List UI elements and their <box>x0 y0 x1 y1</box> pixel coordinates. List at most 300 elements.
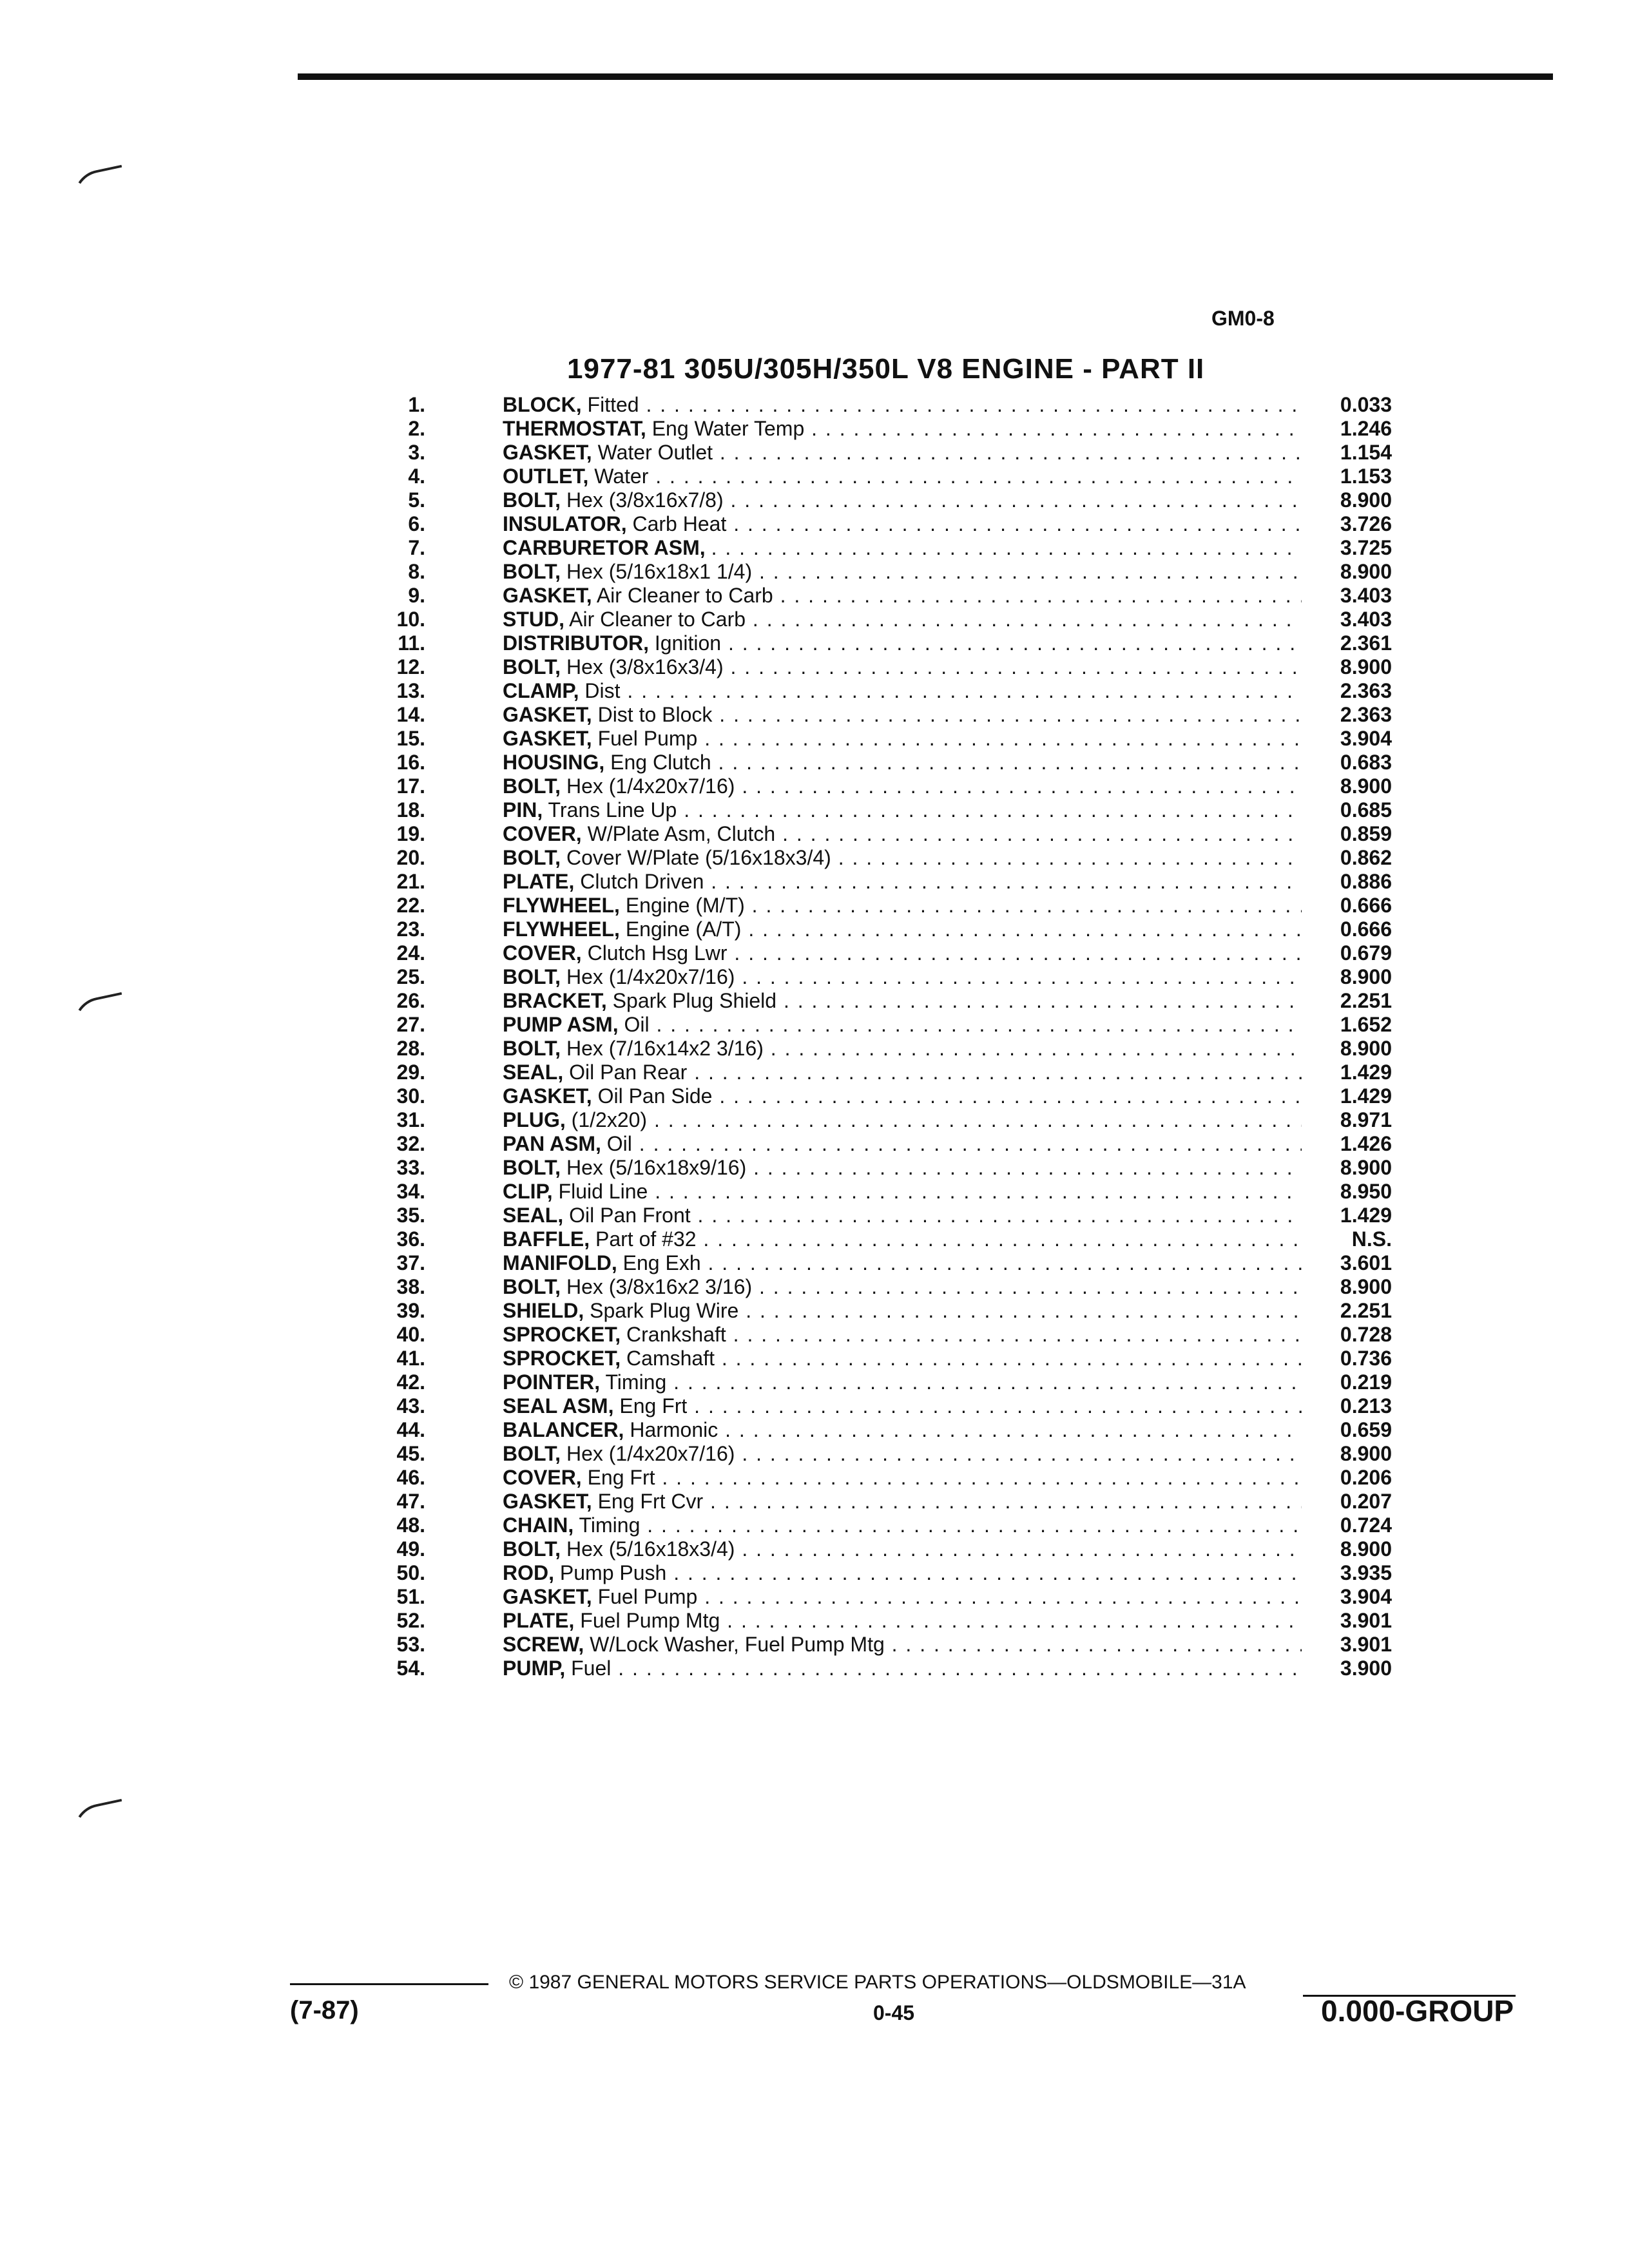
item-number: 10. <box>396 608 425 631</box>
item-description <box>503 1227 1302 1251</box>
group-code: 3.901 <box>1340 1633 1392 1656</box>
group-code: 8.900 <box>1340 965 1392 988</box>
list-item <box>374 1394 1405 1418</box>
part-name: INSULATOR, <box>503 512 627 535</box>
binder-hole-mark <box>68 992 127 1032</box>
group-code: 0.862 <box>1340 846 1392 869</box>
item-description <box>503 1037 1302 1061</box>
item-description <box>503 1299 1302 1323</box>
list-item <box>374 1633 1405 1657</box>
item-description <box>503 751 1302 774</box>
group-code: 1.429 <box>1340 1204 1392 1227</box>
list-item <box>374 918 1405 941</box>
parts-list <box>374 393 1405 1680</box>
part-name: SCREW, <box>503 1633 584 1656</box>
part-detail: Oil <box>606 1132 632 1155</box>
item-description <box>503 894 1302 918</box>
group-code: 1.426 <box>1340 1132 1392 1155</box>
group-code: 8.900 <box>1340 1275 1392 1298</box>
list-item <box>374 822 1405 846</box>
item-description <box>503 1323 1302 1347</box>
part-name: PUMP ASM, <box>503 1013 619 1036</box>
list-item <box>374 1037 1405 1061</box>
group-code: 2.363 <box>1340 679 1392 702</box>
item-number: 43. <box>396 1394 425 1418</box>
item-number: 29. <box>396 1061 425 1084</box>
item-number: 1. <box>408 393 425 416</box>
item-description <box>503 584 1302 608</box>
binder-hole-mark <box>68 1799 127 1838</box>
list-item <box>374 1466 1405 1490</box>
list-item <box>374 1323 1405 1347</box>
item-description <box>503 1561 1302 1585</box>
part-name: BOLT, <box>503 1537 561 1561</box>
list-item <box>374 1156 1405 1180</box>
part-detail: Hex (3/8x16x7/8) <box>566 488 724 512</box>
part-name: GASKET, <box>503 1585 592 1608</box>
part-detail: Engine (A/T) <box>625 918 742 941</box>
item-description <box>503 1061 1302 1084</box>
list-item <box>374 1561 1405 1585</box>
part-detail: Eng Exh <box>622 1251 701 1274</box>
part-detail: Hex (5/16x18x1 1/4) <box>566 560 753 583</box>
group-code: 2.251 <box>1340 1299 1392 1322</box>
group-code: 3.725 <box>1340 536 1392 559</box>
group-code: 2.363 <box>1340 703 1392 726</box>
group-code: 3.403 <box>1340 584 1392 607</box>
item-number: 30. <box>396 1084 425 1108</box>
part-name: BOLT, <box>503 1156 561 1179</box>
item-number: 35. <box>396 1204 425 1227</box>
list-item <box>374 894 1405 918</box>
page-number: 0-45 <box>873 2001 915 2024</box>
list-item <box>374 1013 1405 1037</box>
part-detail: Timing <box>605 1370 667 1394</box>
list-item <box>374 1084 1405 1108</box>
list-item <box>374 1418 1405 1442</box>
group-code: 0.219 <box>1340 1370 1392 1394</box>
group-code: 0.679 <box>1340 941 1392 965</box>
list-item <box>374 655 1405 679</box>
part-name: BOLT, <box>503 846 561 869</box>
item-description <box>503 1514 1302 1537</box>
item-number: 26. <box>396 989 425 1012</box>
item-description <box>503 1394 1302 1418</box>
list-item <box>374 965 1405 989</box>
item-number: 33. <box>396 1156 425 1179</box>
item-number: 51. <box>396 1585 425 1608</box>
part-name: PLUG, <box>503 1108 566 1131</box>
group-code: N.S. <box>1351 1227 1392 1251</box>
part-name: MANIFOLD, <box>503 1251 617 1274</box>
item-description <box>503 1013 1302 1037</box>
part-name: PAN ASM, <box>503 1132 601 1155</box>
part-name: PLATE, <box>503 1609 575 1632</box>
list-item <box>374 1227 1405 1251</box>
item-description <box>503 1156 1302 1180</box>
part-name: SPROCKET, <box>503 1323 621 1346</box>
item-description <box>503 1132 1302 1156</box>
group-code: 8.900 <box>1340 1537 1392 1561</box>
item-description <box>503 822 1302 846</box>
group-code: 0.859 <box>1340 822 1392 845</box>
page-code: GM0-8 <box>1211 307 1275 330</box>
group-code: 0.666 <box>1340 894 1392 917</box>
part-name: OUTLET, <box>503 465 589 488</box>
top-rule <box>298 73 1553 80</box>
item-number: 5. <box>408 488 425 512</box>
part-detail: Oil Pan Front <box>569 1204 691 1227</box>
item-number: 41. <box>396 1347 425 1370</box>
binder-hole-mark <box>68 165 127 204</box>
group-label: 0.000-GROUP <box>1321 1994 1514 2028</box>
item-description <box>503 798 1302 822</box>
group-code: 0.659 <box>1340 1418 1392 1441</box>
group-code: 0.666 <box>1340 918 1392 941</box>
part-detail: Eng Clutch <box>610 751 711 774</box>
item-description <box>503 465 1302 488</box>
item-number: 50. <box>396 1561 425 1584</box>
item-description <box>503 536 1302 560</box>
part-name: SEAL, <box>503 1204 564 1227</box>
list-item <box>374 870 1405 894</box>
list-item <box>374 751 1405 774</box>
part-name: GASKET, <box>503 441 592 464</box>
item-description <box>503 1490 1302 1514</box>
item-description <box>503 417 1302 441</box>
part-name: BOLT, <box>503 488 561 512</box>
item-number: 47. <box>396 1490 425 1513</box>
item-number: 13. <box>396 679 425 702</box>
part-detail: Trans Line Up <box>548 798 677 822</box>
part-name: PUMP, <box>503 1657 566 1680</box>
group-code: 0.724 <box>1340 1514 1392 1537</box>
item-number: 16. <box>396 751 425 774</box>
item-description <box>503 1347 1302 1370</box>
item-description <box>503 1633 1302 1657</box>
item-number: 14. <box>396 703 425 726</box>
group-code: 3.935 <box>1340 1561 1392 1584</box>
list-item <box>374 798 1405 822</box>
item-description <box>503 870 1302 894</box>
list-item <box>374 1657 1405 1680</box>
list-item <box>374 1108 1405 1132</box>
item-number: 54. <box>396 1657 425 1680</box>
revision-date: (7-87) <box>290 1996 359 2024</box>
item-description <box>503 631 1302 655</box>
item-number: 12. <box>396 655 425 678</box>
item-number: 20. <box>396 846 425 869</box>
item-number: 9. <box>408 584 425 607</box>
list-item <box>374 465 1405 488</box>
group-code: 0.886 <box>1340 870 1392 893</box>
group-code: 1.153 <box>1340 465 1392 488</box>
list-item <box>374 1180 1405 1204</box>
group-code: 8.900 <box>1340 1037 1392 1060</box>
item-number: 19. <box>396 822 425 845</box>
item-number: 17. <box>396 774 425 798</box>
item-description <box>503 1442 1302 1466</box>
list-item <box>374 631 1405 655</box>
part-name: COVER, <box>503 941 582 965</box>
group-code: 8.900 <box>1340 560 1392 583</box>
group-code: 0.033 <box>1340 393 1392 416</box>
list-item <box>374 1204 1405 1227</box>
item-number: 18. <box>396 798 425 822</box>
part-detail: Carb Heat <box>632 512 727 535</box>
item-description <box>503 1108 1302 1132</box>
part-name: BALANCER, <box>503 1418 624 1441</box>
part-detail: Oil <box>624 1013 650 1036</box>
part-name: GASKET, <box>503 727 592 750</box>
list-item <box>374 703 1405 727</box>
list-item <box>374 679 1405 703</box>
list-item <box>374 1299 1405 1323</box>
item-number: 34. <box>396 1180 425 1203</box>
list-item <box>374 536 1405 560</box>
item-description <box>503 774 1302 798</box>
item-number: 15. <box>396 727 425 750</box>
list-item <box>374 1537 1405 1561</box>
item-description <box>503 1466 1302 1490</box>
part-detail: Hex (3/8x16x2 3/16) <box>566 1275 753 1298</box>
list-item <box>374 846 1405 870</box>
group-code: 8.900 <box>1340 1156 1392 1179</box>
group-code: 3.904 <box>1340 727 1392 750</box>
group-code: 8.950 <box>1340 1180 1392 1203</box>
list-item <box>374 1275 1405 1299</box>
item-number: 52. <box>396 1609 425 1632</box>
list-item <box>374 393 1405 417</box>
group-code: 1.246 <box>1340 417 1392 440</box>
page-title: 1977-81 305U/305H/350L V8 ENGINE - PART II <box>567 353 1205 385</box>
part-name: STUD, <box>503 608 564 631</box>
part-name: GASKET, <box>503 584 592 607</box>
item-number: 28. <box>396 1037 425 1060</box>
part-name: SEAL ASM, <box>503 1394 614 1418</box>
item-number: 31. <box>396 1108 425 1131</box>
item-number: 2. <box>408 417 425 440</box>
list-item <box>374 1609 1405 1633</box>
list-item <box>374 1061 1405 1084</box>
item-description <box>503 965 1302 989</box>
list-item <box>374 989 1405 1013</box>
part-detail: Hex (5/16x18x3/4) <box>566 1537 735 1561</box>
item-number: 4. <box>408 465 425 488</box>
part-detail: W/Plate Asm, Clutch <box>587 822 776 845</box>
part-detail: Water Outlet <box>597 441 713 464</box>
item-number: 7. <box>408 536 425 559</box>
item-number: 49. <box>396 1537 425 1561</box>
group-code: 8.900 <box>1340 655 1392 678</box>
item-number: 38. <box>396 1275 425 1298</box>
part-detail: Air Cleaner to Carb <box>569 608 746 631</box>
part-name: DISTRIBUTOR, <box>503 631 649 655</box>
part-detail: Air Cleaner to Carb <box>596 584 773 607</box>
item-number: 39. <box>396 1299 425 1322</box>
part-name: CLIP, <box>503 1180 553 1203</box>
item-description <box>503 1251 1302 1275</box>
part-detail: Harmonic <box>630 1418 718 1441</box>
part-name: SHIELD, <box>503 1299 584 1322</box>
list-item <box>374 1490 1405 1514</box>
item-description <box>503 1084 1302 1108</box>
part-name: CLAMP, <box>503 679 579 702</box>
part-name: CARBURETOR ASM, <box>503 536 706 559</box>
item-description <box>503 655 1302 679</box>
part-name: BOLT, <box>503 1275 561 1298</box>
list-item <box>374 774 1405 798</box>
part-detail: Clutch Hsg Lwr <box>587 941 728 965</box>
part-detail: Water <box>594 465 649 488</box>
item-number: 11. <box>398 631 425 655</box>
part-detail: Hex (3/8x16x3/4) <box>566 655 724 678</box>
part-detail: Dist to Block <box>597 703 713 726</box>
part-name: ROD, <box>503 1561 554 1584</box>
group-code: 2.361 <box>1340 631 1392 655</box>
item-number: 22. <box>396 894 425 917</box>
item-description <box>503 989 1302 1013</box>
part-detail: Eng Water Temp <box>651 417 805 440</box>
item-number: 32. <box>396 1132 425 1155</box>
item-number: 44. <box>396 1418 425 1441</box>
item-description <box>503 1418 1302 1442</box>
item-description <box>503 1204 1302 1227</box>
part-detail: Spark Plug Shield <box>612 989 777 1012</box>
group-code: 1.652 <box>1340 1013 1392 1036</box>
group-code: 8.900 <box>1340 1442 1392 1465</box>
group-code: 0.736 <box>1340 1347 1392 1370</box>
part-detail: Fuel Pump Mtg <box>580 1609 720 1632</box>
part-detail: Hex (5/16x18x9/16) <box>566 1156 747 1179</box>
group-code: 8.900 <box>1340 488 1392 512</box>
part-detail: Eng Frt Cvr <box>597 1490 704 1513</box>
item-description <box>503 441 1302 465</box>
list-item <box>374 1514 1405 1537</box>
footer-rule-left <box>290 1983 488 1985</box>
part-name: BOLT, <box>503 1037 561 1060</box>
item-description <box>503 560 1302 584</box>
part-detail: Engine (M/T) <box>625 894 745 917</box>
group-code: 2.251 <box>1340 989 1392 1012</box>
item-description <box>503 512 1302 536</box>
item-description <box>503 1657 1302 1680</box>
group-code: 8.971 <box>1340 1108 1392 1131</box>
group-code: 1.154 <box>1340 441 1392 464</box>
list-item <box>374 608 1405 631</box>
list-item <box>374 1585 1405 1609</box>
list-item <box>374 584 1405 608</box>
item-number: 45. <box>396 1442 425 1465</box>
item-number: 24. <box>396 941 425 965</box>
group-code: 3.726 <box>1340 512 1392 535</box>
part-name: GASKET, <box>503 1490 592 1513</box>
item-description <box>503 846 1302 870</box>
item-number: 6. <box>408 512 425 535</box>
part-detail: Spark Plug Wire <box>590 1299 739 1322</box>
item-number: 21. <box>396 870 425 893</box>
part-detail: Clutch Driven <box>580 870 704 893</box>
part-detail: Fluid Line <box>558 1180 648 1203</box>
group-code: 0.728 <box>1340 1323 1392 1346</box>
part-detail: Part of #32 <box>595 1227 697 1251</box>
part-name: BOLT, <box>503 655 561 678</box>
list-item <box>374 417 1405 441</box>
list-item <box>374 441 1405 465</box>
part-name: BLOCK, <box>503 393 582 416</box>
item-description <box>503 1585 1302 1609</box>
part-detail: Fuel Pump <box>597 1585 698 1608</box>
part-detail: Pump Push <box>559 1561 667 1584</box>
list-item <box>374 1442 1405 1466</box>
item-number: 27. <box>396 1013 425 1036</box>
part-name: HOUSING, <box>503 751 605 774</box>
item-description <box>503 1370 1302 1394</box>
group-code: 0.683 <box>1340 751 1392 774</box>
group-code: 0.685 <box>1340 798 1392 822</box>
part-name: FLYWHEEL, <box>503 918 620 941</box>
item-description <box>503 1609 1302 1633</box>
item-description <box>503 727 1302 751</box>
group-code: 0.213 <box>1340 1394 1392 1418</box>
group-code: 3.601 <box>1340 1251 1392 1274</box>
part-name: FLYWHEEL, <box>503 894 620 917</box>
part-name: BRACKET, <box>503 989 607 1012</box>
item-description <box>503 393 1302 417</box>
group-code: 3.901 <box>1340 1609 1392 1632</box>
list-item <box>374 560 1405 584</box>
part-name: GASKET, <box>503 703 592 726</box>
item-number: 40. <box>396 1323 425 1346</box>
part-detail: Oil Pan Rear <box>569 1061 688 1084</box>
part-detail: Fuel <box>571 1657 612 1680</box>
item-description <box>503 703 1302 727</box>
group-code: 3.904 <box>1340 1585 1392 1608</box>
list-item <box>374 941 1405 965</box>
item-number: 8. <box>408 560 425 583</box>
part-name: SEAL, <box>503 1061 564 1084</box>
part-name: COVER, <box>503 822 582 845</box>
list-item <box>374 1251 1405 1275</box>
part-detail: Ignition <box>654 631 722 655</box>
part-name: SPROCKET, <box>503 1347 621 1370</box>
part-name: PLATE, <box>503 870 575 893</box>
part-detail: Hex (1/4x20x7/16) <box>566 965 735 988</box>
part-name: BAFFLE, <box>503 1227 590 1251</box>
part-detail: (1/2x20) <box>571 1108 648 1131</box>
item-description <box>503 488 1302 512</box>
item-description <box>503 679 1302 703</box>
group-code: 8.900 <box>1340 774 1392 798</box>
group-code: 3.403 <box>1340 608 1392 631</box>
group-code: 0.207 <box>1340 1490 1392 1513</box>
part-name: THERMOSTAT, <box>503 417 646 440</box>
part-detail: Hex (1/4x20x7/16) <box>566 1442 735 1465</box>
part-detail: Eng Frt <box>587 1466 655 1489</box>
part-detail: Crankshaft <box>626 1323 726 1346</box>
item-number: 3. <box>408 441 425 464</box>
part-detail: Fuel Pump <box>597 727 698 750</box>
part-name: BOLT, <box>503 965 561 988</box>
list-item <box>374 488 1405 512</box>
item-description <box>503 1537 1302 1561</box>
list-item <box>374 1347 1405 1370</box>
part-name: POINTER, <box>503 1370 601 1394</box>
list-item <box>374 727 1405 751</box>
item-number: 48. <box>396 1514 425 1537</box>
group-code: 0.206 <box>1340 1466 1392 1489</box>
part-name: GASKET, <box>503 1084 592 1108</box>
